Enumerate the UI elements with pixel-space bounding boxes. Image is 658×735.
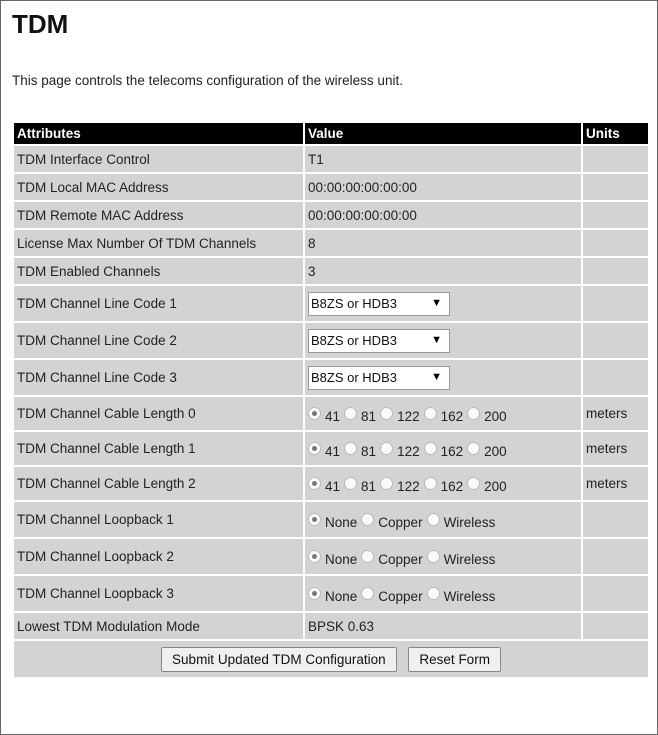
radio-option[interactable] [424, 476, 464, 494]
attr-unit [583, 174, 648, 200]
radio-option[interactable] [380, 476, 420, 494]
attr-label: TDM Remote MAC Address [14, 202, 303, 228]
table-row [14, 502, 648, 537]
radio-option[interactable] [427, 549, 496, 567]
radio-button[interactable] [380, 477, 393, 490]
radio-button[interactable] [467, 477, 480, 490]
radio-label: 41 [325, 479, 341, 494]
radio-button[interactable] [344, 477, 357, 490]
table-row [14, 539, 648, 574]
chevron-down-icon: ▼ [431, 370, 442, 383]
attr-unit [583, 230, 648, 256]
radio-option[interactable] [424, 406, 464, 424]
attr-unit [583, 360, 648, 395]
attr-unit [583, 576, 648, 611]
radio-label: Wireless [443, 589, 496, 604]
table-row [14, 174, 648, 200]
page-title: TDM [12, 9, 69, 39]
radio-label: 122 [397, 479, 420, 494]
radio-option[interactable] [361, 512, 423, 530]
radio-button[interactable] [427, 587, 440, 600]
table-row [14, 613, 648, 639]
attr-label: TDM Channel Line Code 2 [14, 323, 303, 358]
table-row [14, 397, 648, 430]
radio-label: None [325, 552, 358, 567]
radio-button[interactable] [361, 550, 374, 563]
radio-label: 200 [484, 479, 507, 494]
header-units: Units [583, 123, 648, 144]
radio-label: Copper [378, 589, 423, 604]
radio-option[interactable] [308, 441, 341, 459]
radio-option[interactable] [361, 586, 423, 604]
table-row [14, 230, 648, 256]
radio-button[interactable] [380, 407, 393, 420]
radio-button[interactable] [308, 407, 321, 420]
attr-label: Lowest TDM Modulation Mode [14, 613, 303, 639]
radio-label: 122 [397, 409, 420, 424]
radio-label: Wireless [443, 515, 496, 530]
radio-option[interactable] [344, 441, 377, 459]
header-value: Value [305, 123, 581, 144]
radio-button[interactable] [380, 442, 393, 455]
attr-label: TDM Channel Line Code 3 [14, 360, 303, 395]
radio-option[interactable] [344, 476, 377, 494]
radio-button[interactable] [427, 550, 440, 563]
attr-label: TDM Enabled Channels [14, 258, 303, 284]
radio-option[interactable] [308, 549, 358, 567]
attr-label: TDM Channel Cable Length 1 [14, 432, 303, 465]
radio-button[interactable] [361, 587, 374, 600]
radio-label: 200 [484, 444, 507, 459]
attr-unit [583, 323, 648, 358]
attr-label: TDM Interface Control [14, 146, 303, 172]
attr-unit [583, 202, 648, 228]
radio-button[interactable] [427, 513, 440, 526]
attr-unit [583, 539, 648, 574]
radio-label: 200 [484, 409, 507, 424]
radio-button[interactable] [424, 477, 437, 490]
attr-label: TDM Channel Loopback 3 [14, 576, 303, 611]
attr-unit [583, 502, 648, 537]
radio-label: 122 [397, 444, 420, 459]
attr-value: BPSK 0.63 [305, 613, 581, 639]
attr-value: 3 [305, 258, 581, 284]
attr-label: TDM Local MAC Address [14, 174, 303, 200]
cable-length-2-radios [308, 476, 578, 494]
radio-option[interactable] [424, 441, 464, 459]
attr-unit [583, 286, 648, 321]
radio-label: 41 [325, 409, 341, 424]
attr-label: TDM Channel Loopback 1 [14, 502, 303, 537]
radio-button[interactable] [424, 407, 437, 420]
radio-label: 81 [361, 444, 377, 459]
table-row [14, 323, 648, 358]
radio-option[interactable] [308, 512, 358, 530]
radio-button[interactable] [308, 587, 321, 600]
loopback-2-radios [308, 549, 578, 567]
line-code-1-select[interactable] [308, 292, 450, 316]
radio-label: 41 [325, 444, 341, 459]
attr-unit [583, 146, 648, 172]
loopback-3-radios [308, 586, 578, 604]
radio-option[interactable] [467, 441, 507, 459]
button-bar [14, 641, 648, 677]
attr-label: License Max Number Of TDM Channels [14, 230, 303, 256]
radio-button[interactable] [467, 407, 480, 420]
radio-option[interactable] [308, 476, 341, 494]
radio-button[interactable] [308, 442, 321, 455]
line-code-3-select[interactable] [308, 366, 450, 390]
attr-unit: meters [583, 432, 648, 465]
radio-option[interactable] [308, 586, 358, 604]
radio-button[interactable] [424, 442, 437, 455]
header-attributes: Attributes [14, 123, 303, 144]
table-row [14, 146, 648, 172]
chevron-down-icon: ▼ [431, 296, 442, 309]
radio-label: Copper [378, 515, 423, 530]
radio-option[interactable] [427, 512, 496, 530]
attr-value: 00:00:00:00:00:00 [305, 202, 581, 228]
radio-option[interactable] [308, 406, 341, 424]
table-row [14, 258, 648, 284]
radio-label: None [325, 589, 358, 604]
radio-label: 81 [361, 409, 377, 424]
attr-value: 8 [305, 230, 581, 256]
attr-unit [583, 613, 648, 639]
attr-unit [583, 258, 648, 284]
reset-button[interactable]: Reset Form [408, 647, 501, 672]
radio-label: Copper [378, 552, 423, 567]
radio-label: None [325, 515, 358, 530]
radio-button[interactable] [361, 513, 374, 526]
cable-length-1-radios [308, 441, 578, 459]
page-description: This page controls the telecoms configuration of the wireless unit. [12, 73, 403, 88]
attr-value: 00:00:00:00:00:00 [305, 174, 581, 200]
attr-label: TDM Channel Loopback 2 [14, 539, 303, 574]
loopback-1-radios [308, 512, 578, 530]
radio-option[interactable] [467, 406, 507, 424]
attr-label: TDM Channel Line Code 1 [14, 286, 303, 321]
cable-length-0-radios [308, 406, 578, 424]
radio-button[interactable] [308, 477, 321, 490]
table-row [14, 432, 648, 465]
chevron-down-icon: ▼ [431, 333, 442, 346]
radio-label: 162 [440, 444, 464, 459]
attr-value: T1 [305, 146, 581, 172]
radio-option[interactable] [427, 586, 496, 604]
attr-label: TDM Channel Cable Length 0 [14, 397, 303, 430]
radio-button[interactable] [344, 407, 357, 420]
radio-option[interactable] [380, 406, 420, 424]
radio-option[interactable] [380, 441, 420, 459]
radio-label: Wireless [443, 552, 496, 567]
tdm-config-table [12, 121, 650, 679]
radio-option[interactable] [344, 406, 377, 424]
radio-label: 162 [440, 479, 464, 494]
submit-button[interactable]: Submit Updated TDM Configuration [161, 647, 397, 672]
table-row [14, 360, 648, 395]
radio-button[interactable] [308, 513, 321, 526]
radio-label: 81 [361, 479, 377, 494]
radio-button[interactable] [308, 550, 321, 563]
table-row [14, 286, 648, 321]
radio-button[interactable] [344, 442, 357, 455]
table-row [14, 576, 648, 611]
radio-label: 162 [440, 409, 464, 424]
line-code-2-select[interactable] [308, 329, 450, 353]
table-row [14, 467, 648, 500]
attr-unit: meters [583, 467, 648, 500]
attr-unit: meters [583, 397, 648, 430]
table-row [14, 202, 648, 228]
attr-label: TDM Channel Cable Length 2 [14, 467, 303, 500]
radio-button[interactable] [467, 442, 480, 455]
radio-option[interactable] [361, 549, 423, 567]
radio-option[interactable] [467, 476, 507, 494]
